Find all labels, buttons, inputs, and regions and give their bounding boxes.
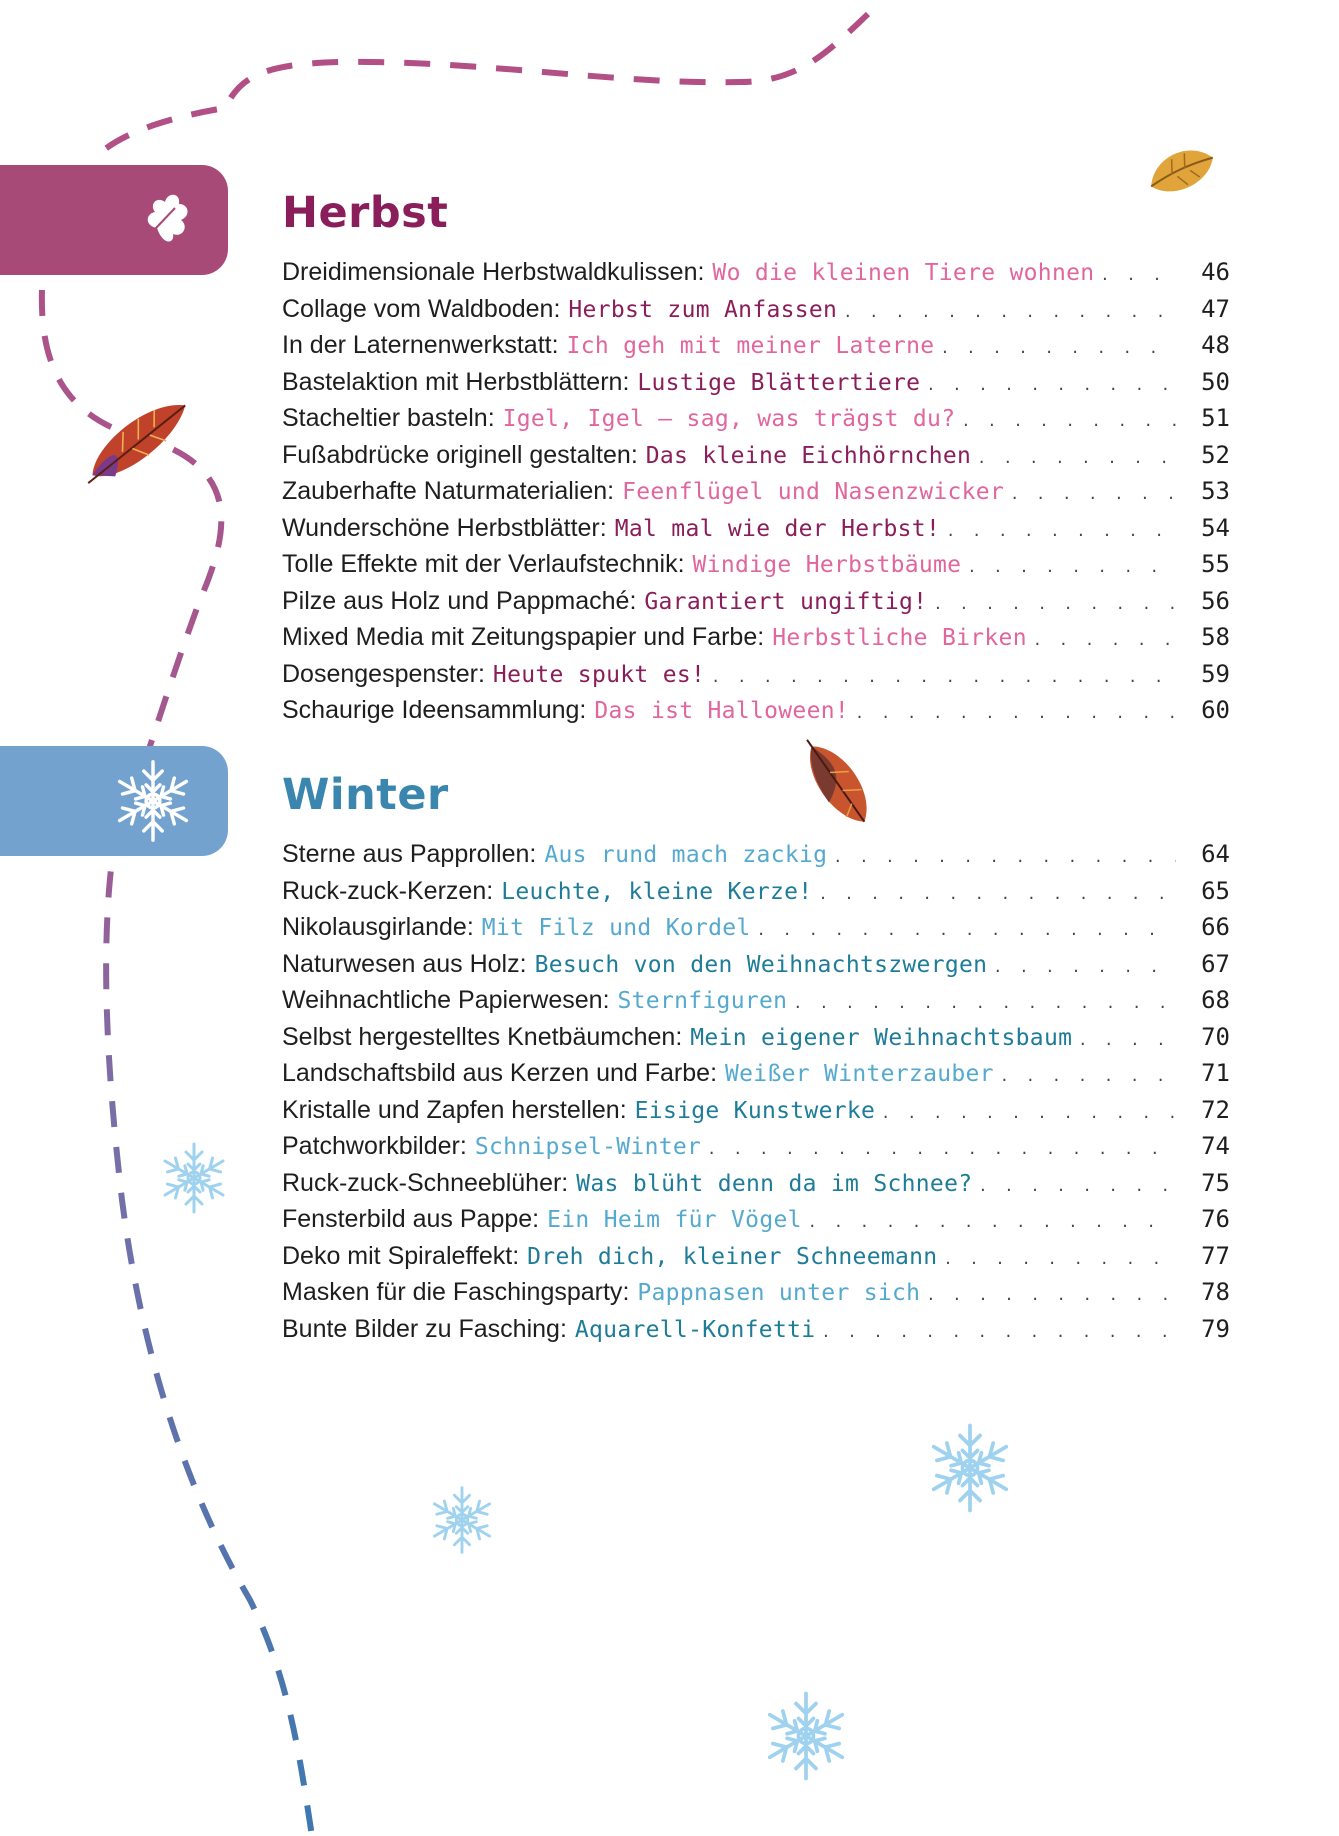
toc-list-winter [282, 840, 1230, 1351]
toc-entry-subtitle: Wunderschöne Herbstblätter [282, 513, 600, 542]
toc-entry-separator: : [561, 1168, 569, 1197]
toc-entry[interactable] [282, 1315, 1230, 1352]
toc-entry-title: Lustige Blättertiere [637, 369, 921, 396]
toc-entry-subtitle: Fußabdrücke originell gestalten [282, 440, 631, 469]
dot-leader [1100, 266, 1176, 284]
toc-entry-title: Wo die kleinen Tiere wohnen [712, 260, 1095, 286]
toc-entry-title: Heute spukt es! [492, 661, 706, 688]
dot-leader [843, 303, 1176, 321]
toc-entry-separator: : [529, 840, 537, 868]
toc-entry-title: Aquarell-Konfetti [574, 1316, 816, 1343]
toc-entry[interactable] [282, 1242, 1230, 1279]
toc-entry-page-number: 74 [1201, 1132, 1230, 1160]
dot-leader [711, 668, 1176, 686]
toc-list-herbst [282, 258, 1230, 733]
toc-entry-title: Dreh dich, kleiner Schneemann [527, 1243, 938, 1270]
toc-entry-title: Das kleine Eichhörnchen [645, 442, 972, 469]
toc-entry-subtitle: Weihnachtliche Papierwesen [282, 986, 603, 1014]
dot-leader [967, 558, 1176, 576]
toc-entry-separator: : [477, 659, 485, 688]
toc-entry-separator: : [677, 550, 685, 578]
toc-entry-page-number: 66 [1201, 913, 1230, 941]
toc-entry-separator: : [675, 1022, 683, 1051]
snowflake-icon [434, 1488, 489, 1553]
toc-entry-subtitle: Stacheltier basteln [282, 404, 488, 432]
toc-entry-title: Das ist Halloween! [594, 698, 850, 724]
toc-entry-separator: : [619, 1095, 627, 1124]
toc-entry-page-number: 59 [1201, 659, 1230, 688]
toc-entry-subtitle: Bunte Bilder zu Fasching [282, 1314, 560, 1343]
dot-leader [1000, 1067, 1176, 1085]
toc-entry-page-number: 60 [1201, 696, 1230, 724]
toc-entry-title: Herbstliche Birken [772, 625, 1027, 651]
toc-entry-page-number: 47 [1201, 294, 1230, 323]
toc-entry-page-number: 71 [1201, 1059, 1230, 1087]
toc-entry-title: Garantiert ungiftig! [644, 588, 928, 615]
toc-entry-subtitle: Sterne aus Papprollen [282, 840, 530, 868]
toc-entry-page-number: 46 [1201, 258, 1230, 286]
toc-entry[interactable] [282, 550, 1230, 587]
toc-entry-separator: : [466, 913, 474, 941]
autumn-leaf-icon [792, 729, 880, 832]
toc-entry-separator: : [607, 477, 615, 505]
toc-entry[interactable] [282, 986, 1230, 1023]
toc-entry-separator: : [487, 404, 495, 432]
toc-entry-subtitle: Kristalle und Zapfen herstellen [282, 1095, 620, 1124]
toc-entry[interactable] [282, 696, 1230, 733]
dot-leader [993, 958, 1176, 976]
toc-entry-page-number: 65 [1201, 876, 1230, 905]
toc-entry-title: Besuch von den Weihnachtszwergen [534, 951, 988, 978]
toc-entry-separator: : [710, 1059, 718, 1087]
toc-entry[interactable] [282, 913, 1230, 950]
toc-entry[interactable] [282, 368, 1230, 405]
toc-entry-subtitle: Patchworkbilder [282, 1132, 460, 1160]
toc-entry-separator: : [602, 986, 610, 1014]
dot-leader [978, 1177, 1176, 1195]
toc-entry-separator: : [519, 949, 527, 978]
dot-leader [1078, 1031, 1176, 1049]
toc-entry-page-number: 70 [1201, 1022, 1230, 1051]
toc-entry-subtitle: Ruck-zuck-Kerzen [282, 876, 487, 905]
toc-entry-subtitle: Masken für die Faschingsparty [282, 1278, 623, 1306]
dot-leader [757, 921, 1176, 939]
toc-entry-page-number: 72 [1201, 1095, 1230, 1124]
snowflake-icon [108, 756, 198, 846]
toc-entry-separator: : [551, 331, 559, 359]
toc-entry-page-number: 53 [1201, 477, 1230, 505]
toc-entry[interactable] [282, 877, 1230, 914]
toc-entry-title: Schnipsel-Winter [474, 1134, 702, 1160]
toc-entry-page-number: 76 [1201, 1205, 1230, 1233]
toc-entry[interactable] [282, 1023, 1230, 1060]
toc-entry-subtitle: Collage vom Waldboden [282, 294, 554, 323]
toc-entry-separator: : [630, 440, 638, 469]
toc-entry-page-number: 51 [1201, 404, 1230, 432]
toc-entry-subtitle: Tolle Effekte mit der Verlaufstechnik [282, 550, 678, 578]
toc-entry-subtitle: Naturwesen aus Holz [282, 949, 520, 978]
toc-entry-title: Ein Heim für Vögel [547, 1207, 802, 1233]
dot-leader [943, 1250, 1176, 1268]
toc-entry[interactable] [282, 950, 1230, 987]
toc-entry-separator: : [697, 258, 705, 286]
toc-entry-title: Eisige Kunstwerke [634, 1097, 876, 1124]
dot-leader [818, 885, 1176, 903]
toc-entry-title: Feenflügel und Nasenzwicker [622, 479, 1005, 505]
toc-entry-subtitle: Pilze aus Holz und Pappmaché [282, 586, 630, 615]
dot-leader [926, 1286, 1176, 1304]
toc-entry[interactable] [282, 623, 1230, 660]
toc-entry[interactable] [282, 1169, 1230, 1206]
toc-entry-title: Mal mal wie der Herbst! [614, 515, 941, 542]
oak-leaf-icon [128, 185, 198, 255]
dot-leader [707, 1140, 1176, 1158]
toc-entry-subtitle: Landschaftsbild aus Kerzen und Farbe [282, 1059, 711, 1087]
toc-entry[interactable] [282, 1132, 1230, 1169]
toc-entry[interactable] [282, 514, 1230, 551]
toc-entry-subtitle: Ruck-zuck-Schneeblüher [282, 1168, 562, 1197]
toc-entry-title: Ich geh mit meiner Laterne [566, 333, 935, 359]
dot-leader [940, 339, 1176, 357]
toc-entry-page-number: 75 [1201, 1168, 1230, 1197]
toc-entry-title: Herbst zum Anfassen [568, 296, 838, 323]
toc-entry-page-number: 56 [1201, 586, 1230, 615]
dot-leader [977, 449, 1176, 467]
toc-entry-page-number: 55 [1201, 550, 1230, 578]
toc-entry-title: Igel, Igel – sag, was trägst du? [502, 406, 956, 432]
toc-entry-separator: : [559, 1314, 567, 1343]
toc-entry[interactable] [282, 1278, 1230, 1315]
autumn-leaf-icon [74, 392, 197, 493]
toc-entry-separator: : [599, 513, 607, 542]
snowflake-icon [165, 1144, 223, 1212]
toc-entry[interactable] [282, 331, 1230, 368]
toc-entry-separator: : [532, 1205, 540, 1233]
toc-entry-separator: : [553, 294, 561, 323]
toc-entry-separator: : [622, 367, 630, 396]
toc-entry-page-number: 68 [1201, 986, 1230, 1014]
toc-entry[interactable] [282, 1059, 1230, 1096]
toc-entry-subtitle: Mixed Media mit Zeitungspapier und Farbe [282, 623, 758, 651]
toc-entry-subtitle: Nikolausgirlande [282, 913, 467, 941]
herbst-tab [0, 165, 228, 275]
toc-entry-title: Mit Filz und Kordel [481, 915, 751, 941]
toc-entry-page-number: 64 [1201, 840, 1230, 868]
toc-entry-title: Weißer Winterzauber [725, 1061, 994, 1087]
toc-entry[interactable] [282, 258, 1230, 295]
dot-leader [1033, 631, 1176, 649]
toc-entry[interactable] [282, 660, 1230, 697]
dot-leader [926, 376, 1176, 394]
toc-entry-subtitle: Zauberhafte Naturmaterialien [282, 477, 608, 505]
toc-entry-title: Mein eigener Weihnachtsbaum [690, 1024, 1073, 1051]
toc-entry-page-number: 58 [1201, 623, 1230, 651]
toc-entry-subtitle: In der Laternenwerkstatt [282, 331, 552, 359]
dot-leader [961, 412, 1176, 430]
toc-entry-page-number: 54 [1201, 513, 1230, 542]
toc-entry-title: Was blüht denn da im Schnee? [576, 1170, 973, 1197]
toc-entry-title: Aus rund mach zackig [544, 842, 828, 868]
dot-leader [821, 1323, 1176, 1341]
toc-entry[interactable] [282, 1205, 1230, 1242]
dot-leader [793, 994, 1176, 1012]
toc-entry-title: Pappnasen unter sich [637, 1280, 921, 1306]
snowflake-icon [770, 1694, 843, 1779]
toc-entry-page-number: 78 [1201, 1278, 1230, 1306]
toc-entry-page-number: 52 [1201, 440, 1230, 469]
toc-entry-separator: : [512, 1241, 520, 1270]
toc-entry[interactable] [282, 1096, 1230, 1133]
toc-entry-page-number: 50 [1201, 367, 1230, 396]
toc-entry-subtitle: Dosengespenster [282, 659, 478, 688]
snowflake-icon [934, 1426, 1007, 1511]
dot-leader [881, 1104, 1176, 1122]
toc-entry-subtitle: Bastelaktion mit Herbstblättern [282, 367, 623, 396]
autumn-leaf-icon [1143, 140, 1220, 201]
winter-tab [0, 746, 228, 856]
toc-entry-title: Windige Herbstbäume [692, 552, 962, 578]
toc-entry[interactable] [282, 587, 1230, 624]
dot-leader [933, 595, 1176, 613]
toc-entry-subtitle: Deko mit Spiraleffekt [282, 1241, 513, 1270]
toc-entry-page-number: 67 [1201, 949, 1230, 978]
toc-entry[interactable] [282, 404, 1230, 441]
toc-entry-page-number: 79 [1201, 1314, 1230, 1343]
toc-entry-separator: : [486, 876, 494, 905]
toc-entry-separator: : [459, 1132, 467, 1160]
section-heading-herbst: Herbst [282, 188, 449, 238]
section-heading-winter: Winter [282, 770, 449, 820]
toc-entry[interactable] [282, 477, 1230, 514]
toc-entry-subtitle: Fensterbild aus Pappe [282, 1205, 533, 1233]
toc-entry-separator: : [629, 586, 637, 615]
toc-entry[interactable] [282, 840, 1230, 877]
dot-leader [808, 1213, 1176, 1231]
toc-entry-title: Leuchte, kleine Kerze! [501, 878, 813, 905]
toc-entry-separator: : [622, 1278, 630, 1306]
dot-leader [833, 848, 1176, 866]
toc-entry-page-number: 48 [1201, 331, 1230, 359]
toc-entry-separator: : [757, 623, 765, 651]
dot-leader [855, 704, 1176, 722]
toc-entry-separator: : [579, 696, 587, 724]
toc-entry-subtitle: Schaurige Ideensammlung [282, 696, 580, 724]
dot-leader [946, 522, 1176, 540]
toc-entry[interactable] [282, 441, 1230, 478]
dot-leader [1010, 485, 1176, 503]
toc-entry-title: Sternfiguren [617, 988, 788, 1014]
toc-entry-subtitle: Selbst hergestelltes Knetbäumchen [282, 1022, 676, 1051]
toc-entry[interactable] [282, 295, 1230, 332]
toc-entry-page-number: 77 [1201, 1241, 1230, 1270]
toc-entry-subtitle: Dreidimensionale Herbstwaldkulissen [282, 258, 698, 286]
